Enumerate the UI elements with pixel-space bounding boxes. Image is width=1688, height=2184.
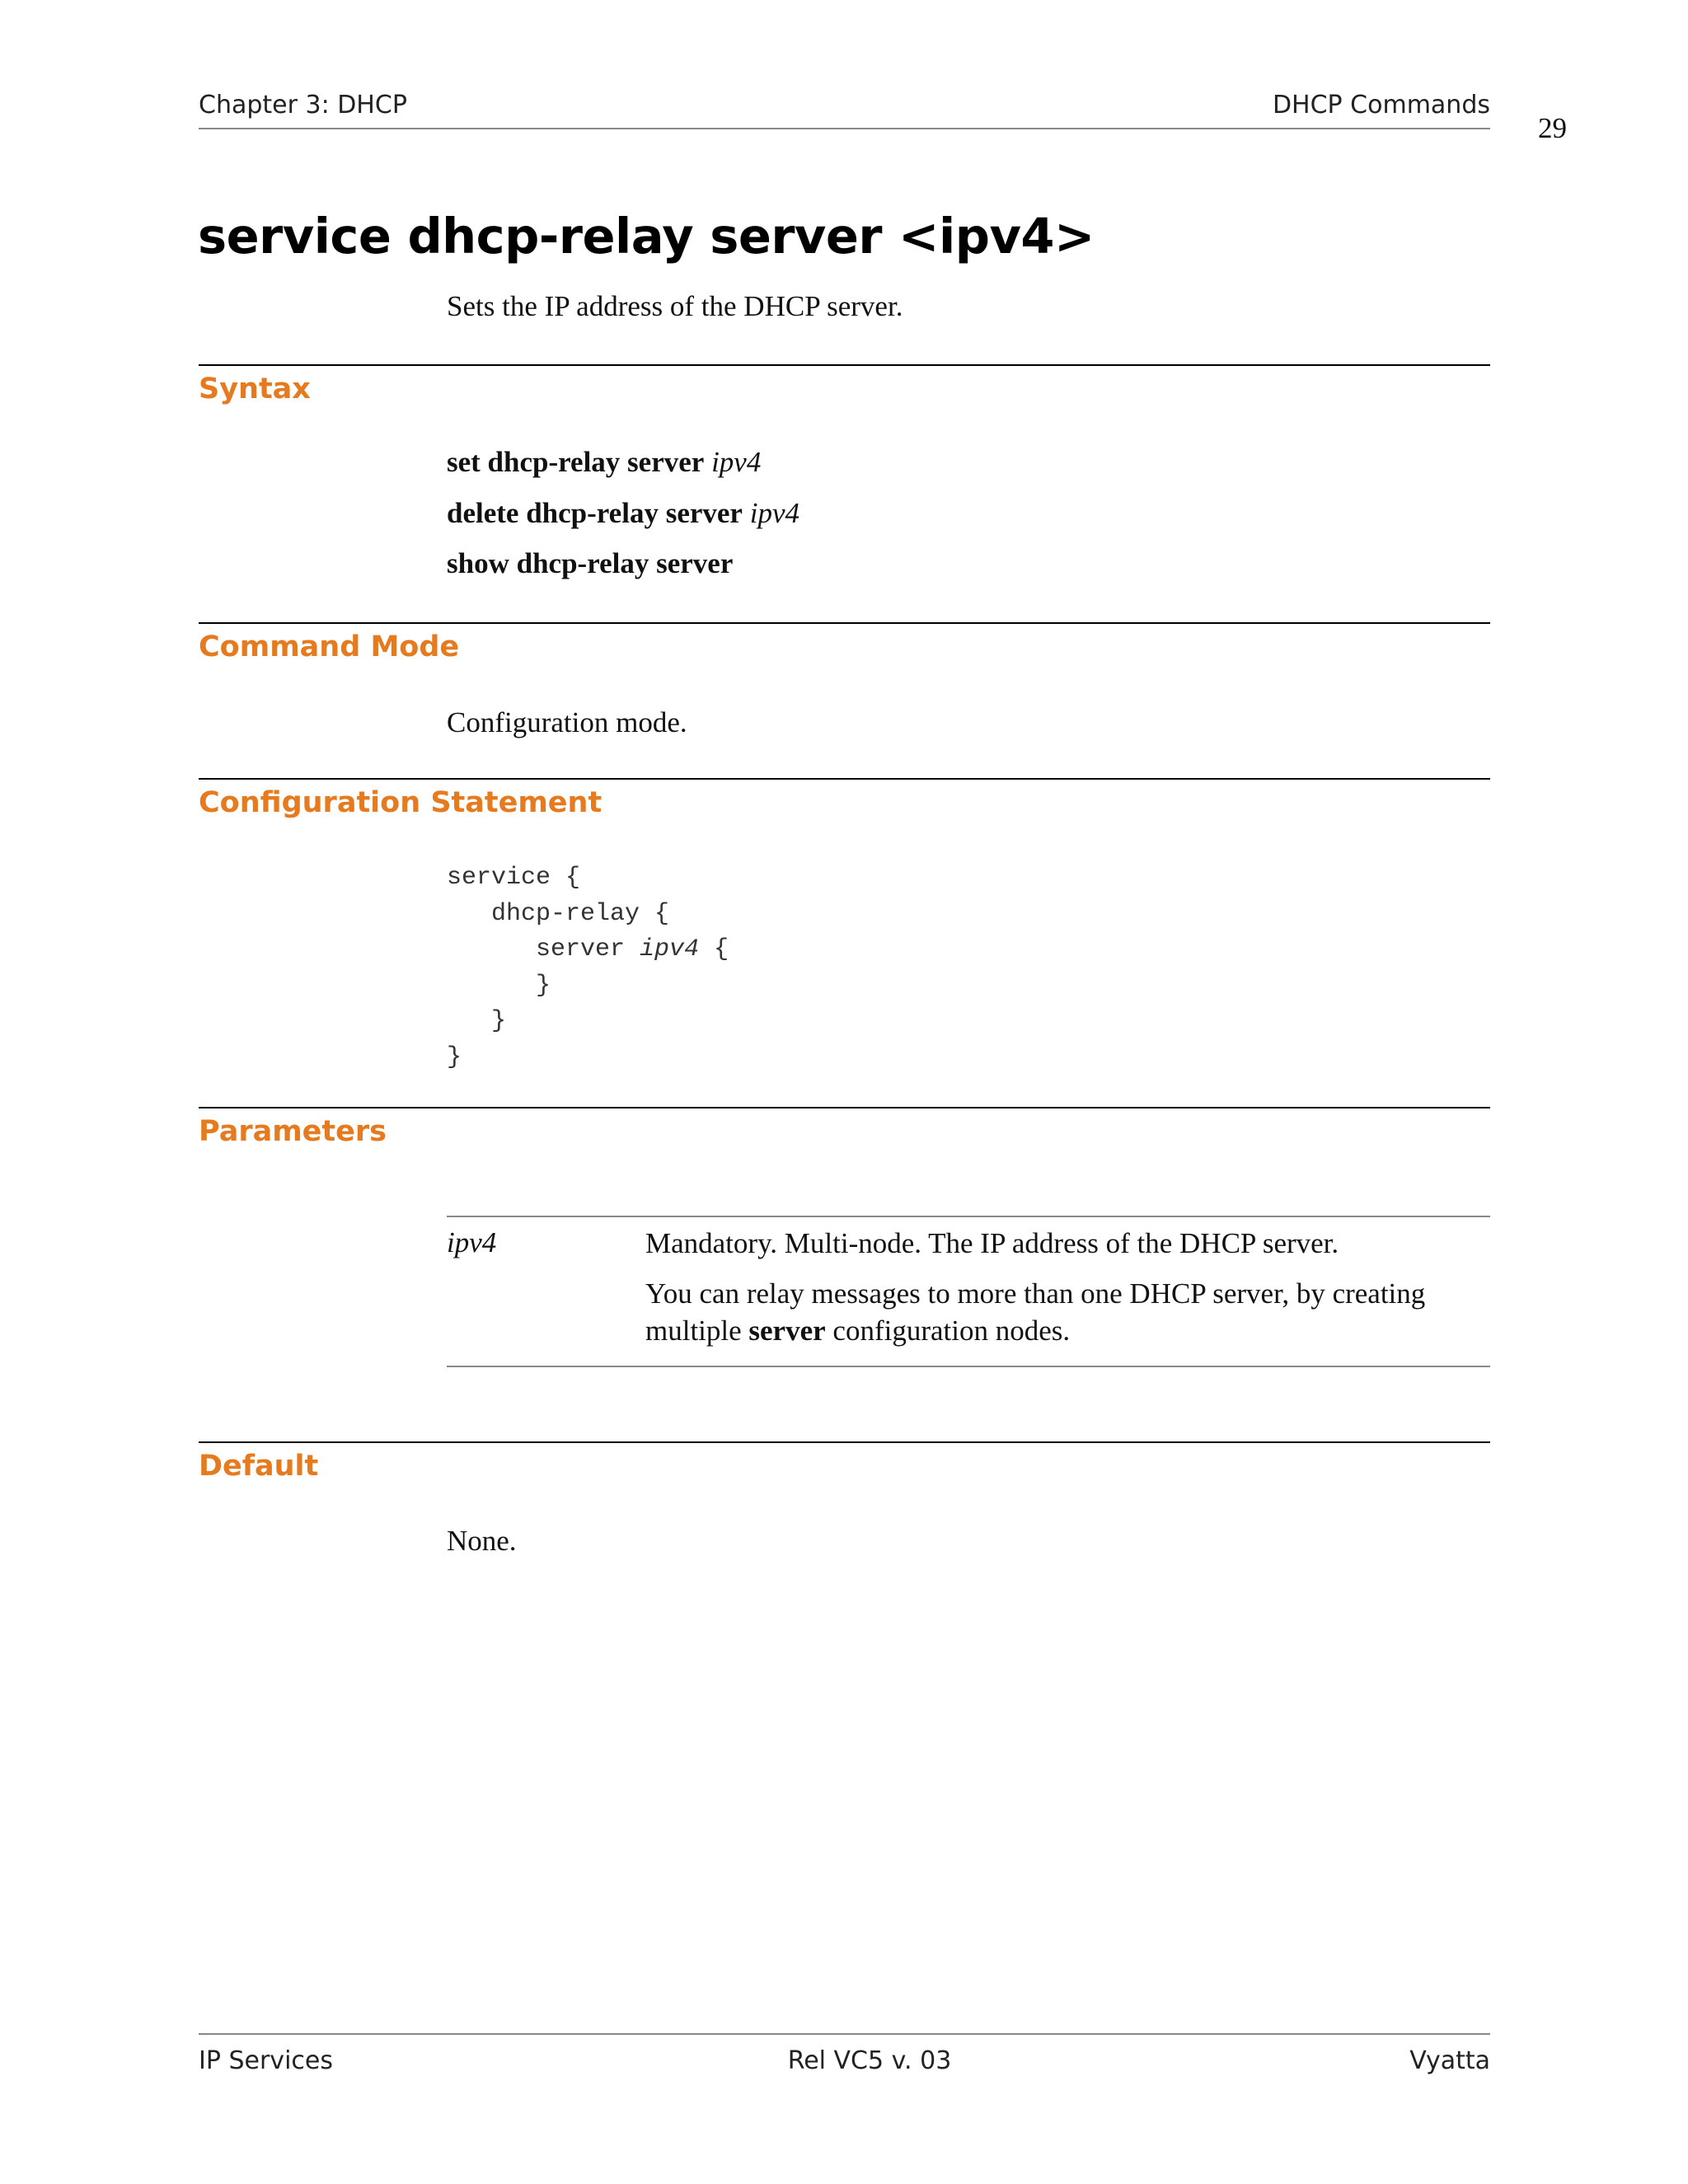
parameter-name: ipv4: [447, 1226, 497, 1258]
code-line: }: [447, 1007, 507, 1035]
code-line: service {: [447, 864, 581, 892]
syntax-command: set dhcp-relay server: [447, 446, 705, 478]
section-heading-command-mode: Command Mode: [199, 630, 460, 663]
command-summary: Sets the IP address of the DHCP server.: [447, 290, 903, 322]
footer-left: IP Services: [199, 2046, 333, 2075]
section-heading-default: Default: [199, 1450, 319, 1483]
parameter-detail-text: You can relay messages to more than one DHCP server, by creating multiple: [645, 1277, 1426, 1347]
code-line: {: [699, 935, 729, 963]
parameter-description-detail: [645, 1275, 1470, 1349]
footer-right: Vyatta: [1409, 2046, 1490, 2075]
parameter-table-top-rule: [447, 1216, 1490, 1217]
running-header-chapter: Chapter 3: DHCP: [199, 91, 407, 120]
syntax-argument: ipv4: [711, 446, 762, 478]
section-divider: [199, 364, 1490, 366]
default-text: None.: [447, 1525, 517, 1557]
parameter-description: Mandatory. Multi-node. The IP address of the DHCP server.: [645, 1227, 1339, 1259]
running-header-section: DHCP Commands: [1272, 91, 1490, 120]
footer-center: Rel VC5 v. 03: [787, 2046, 952, 2075]
parameter-table-bottom-rule: [447, 1366, 1490, 1367]
syntax-argument: ipv4: [749, 497, 799, 529]
code-line: dhcp-relay {: [447, 899, 670, 928]
header-divider: [199, 128, 1490, 129]
code-argument: ipv4: [640, 935, 700, 963]
section-heading-syntax: Syntax: [199, 373, 311, 405]
section-heading-parameters: Parameters: [199, 1115, 387, 1148]
section-divider: [199, 778, 1490, 780]
syntax-command: delete dhcp-relay server: [447, 497, 743, 529]
syntax-line: [447, 446, 761, 479]
page-number: 29: [1538, 112, 1567, 144]
syntax-command: show dhcp-relay server: [447, 547, 734, 579]
page-title: service dhcp-relay server <ipv4>: [198, 208, 1095, 265]
syntax-line: [447, 547, 733, 580]
syntax-line: [447, 497, 799, 530]
config-code-block: [447, 860, 729, 1076]
footer-divider: [199, 2033, 1490, 2035]
command-mode-text: Configuration mode.: [447, 706, 687, 738]
parameter-detail-keyword: server: [748, 1315, 826, 1347]
code-line: }: [447, 971, 551, 1000]
section-divider: [199, 1107, 1490, 1108]
code-line: }: [447, 1043, 462, 1071]
parameter-detail-text: configuration nodes.: [825, 1315, 1071, 1347]
section-heading-config-statement: Configuration Statement: [199, 786, 603, 819]
code-line: server: [447, 935, 640, 963]
section-divider: [199, 622, 1490, 624]
section-divider: [199, 1441, 1490, 1443]
